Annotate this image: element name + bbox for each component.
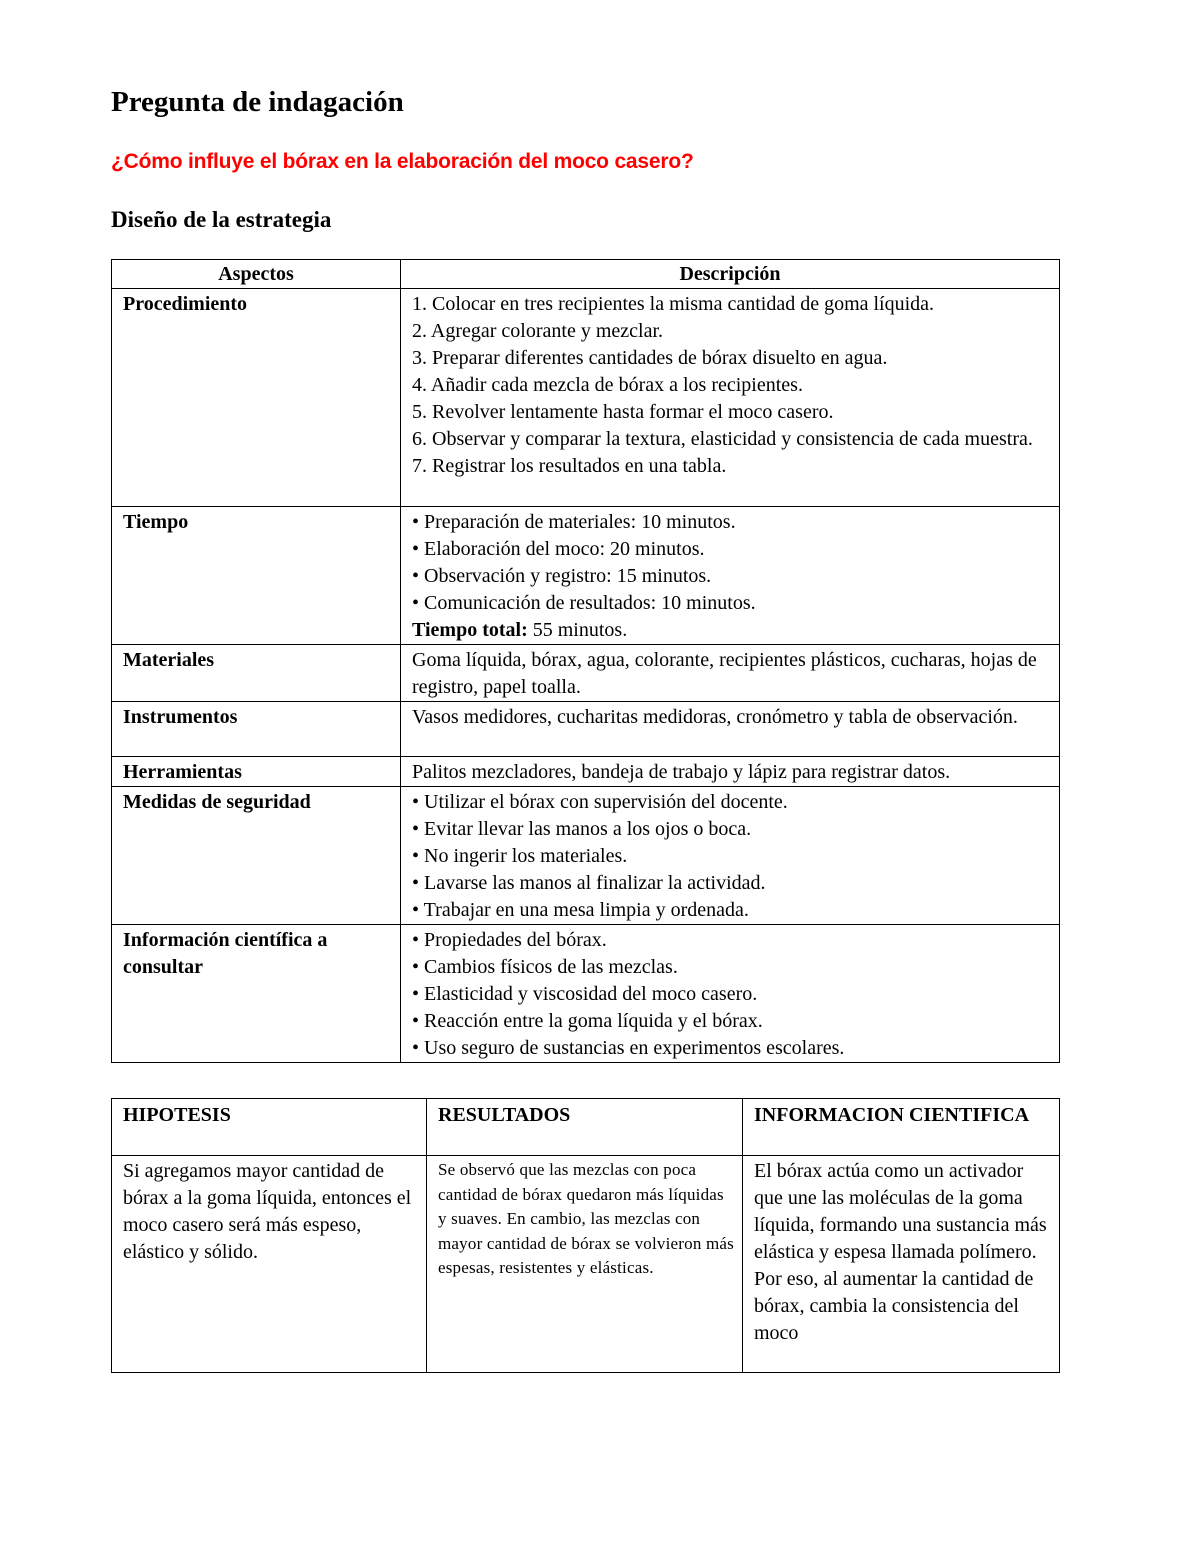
description-cell: Palitos mezcladores, bandeja de trabajo y lápiz para registrar datos. — [401, 757, 1060, 787]
table-row — [112, 757, 1060, 787]
aspect-cell: Tiempo — [112, 507, 401, 645]
safety-item: • No ingerir los materiales. — [412, 845, 628, 867]
header-scientific-info: INFORMACION CIENTIFICA — [743, 1099, 1060, 1156]
time-total-label: Tiempo total: — [412, 619, 528, 641]
description-cell — [401, 507, 1060, 645]
procedure-step: 3. Preparar diferentes cantidades de bórax disuelto en agua. — [412, 347, 888, 369]
procedure-step: 1. Colocar en tres recipientes la misma cantidad de goma líquida. — [412, 293, 935, 315]
procedure-step: 7. Registrar los resultados en una tabla. — [412, 455, 727, 477]
table-row — [112, 1156, 1060, 1373]
time-item: • Observación y registro: 15 minutos. — [412, 565, 712, 587]
safety-item: • Lavarse las manos al finalizar la actividad. — [412, 872, 766, 894]
safety-item: • Trabajar en una mesa limpia y ordenada. — [412, 899, 749, 921]
science-item: • Propiedades del bórax. — [412, 929, 607, 951]
inquiry-question: ¿Cómo influye el bórax en la elaboración del moco casero? — [111, 150, 694, 173]
table-header-row — [112, 1099, 1060, 1156]
science-item: • Reacción entre la goma líquida y el bórax. — [412, 1010, 763, 1032]
header-aspects: Aspectos — [112, 260, 401, 289]
time-item: • Elaboración del moco: 20 minutos. — [412, 538, 705, 560]
description-cell: Goma líquida, bórax, agua, colorante, recipientes plásticos, cucharas, hojas de registro, papel toalla. — [401, 645, 1060, 702]
header-results: RESULTADOS — [427, 1099, 743, 1156]
procedure-step: 4. Añadir cada mezcla de bórax a los recipientes. — [412, 374, 803, 396]
time-item: • Preparación de materiales: 10 minutos. — [412, 511, 736, 533]
results-table — [111, 1098, 1060, 1373]
science-item: • Uso seguro de sustancias en experimentos escolares. — [412, 1037, 845, 1059]
table-row — [112, 787, 1060, 925]
aspect-cell: Herramientas — [112, 757, 401, 787]
section-subtitle: Diseño de la estrategia — [111, 207, 332, 232]
page-title: Pregunta de indagación — [111, 86, 404, 118]
table-row — [112, 507, 1060, 645]
table-header-row — [112, 260, 1060, 289]
science-item: • Cambios físicos de las mezclas. — [412, 956, 678, 978]
header-hypothesis: HIPOTESIS — [112, 1099, 427, 1156]
table-row — [112, 925, 1060, 1063]
description-cell: Vasos medidores, cucharitas medidoras, cronómetro y tabla de observación. — [401, 702, 1060, 757]
description-cell — [401, 925, 1060, 1063]
time-total — [412, 617, 1053, 644]
scientific-info-cell: El bórax actúa como un activador que une las moléculas de la goma líquida, formando una sustancia más elástica y espesa llamada polímero. Por eso, al aumentar la cantidad de bórax, cambia la consistencia del moco — [743, 1156, 1060, 1373]
time-total-value: 55 minutos. — [527, 619, 628, 641]
aspect-cell: Información científica a consultar — [112, 925, 401, 1063]
table-row — [112, 645, 1060, 702]
safety-item: • Utilizar el bórax con supervisión del docente. — [412, 791, 788, 813]
strategy-table — [111, 259, 1060, 1063]
procedure-step: 6. Observar y comparar la textura, elasticidad y consistencia de cada muestra. — [412, 428, 1033, 450]
description-cell — [401, 289, 1060, 507]
header-description: Descripción — [401, 260, 1060, 289]
procedure-step: 2. Agregar colorante y mezclar. — [412, 320, 663, 342]
table-row — [112, 702, 1060, 757]
time-item: • Comunicación de resultados: 10 minutos. — [412, 592, 756, 614]
table-row — [112, 289, 1060, 507]
aspect-cell: Medidas de seguridad — [112, 787, 401, 925]
aspect-cell: Materiales — [112, 645, 401, 702]
aspect-cell: Procedimiento — [112, 289, 401, 507]
science-item: • Elasticidad y viscosidad del moco casero. — [412, 983, 758, 1005]
hypothesis-cell: Si agregamos mayor cantidad de bórax a la goma líquida, entonces el moco casero será más espeso, elástico y sólido. — [112, 1156, 427, 1373]
results-cell: Se observó que las mezclas con poca cantidad de bórax quedaron más líquidas y suaves. En cambio, las mezclas con mayor cantidad de bórax se volvieron más espesas, resistentes y elásticas. — [427, 1156, 743, 1373]
aspect-cell: Instrumentos — [112, 702, 401, 757]
description-cell — [401, 787, 1060, 925]
procedure-step: 5. Revolver lentamente hasta formar el moco casero. — [412, 401, 834, 423]
safety-item: • Evitar llevar las manos a los ojos o boca. — [412, 818, 752, 840]
